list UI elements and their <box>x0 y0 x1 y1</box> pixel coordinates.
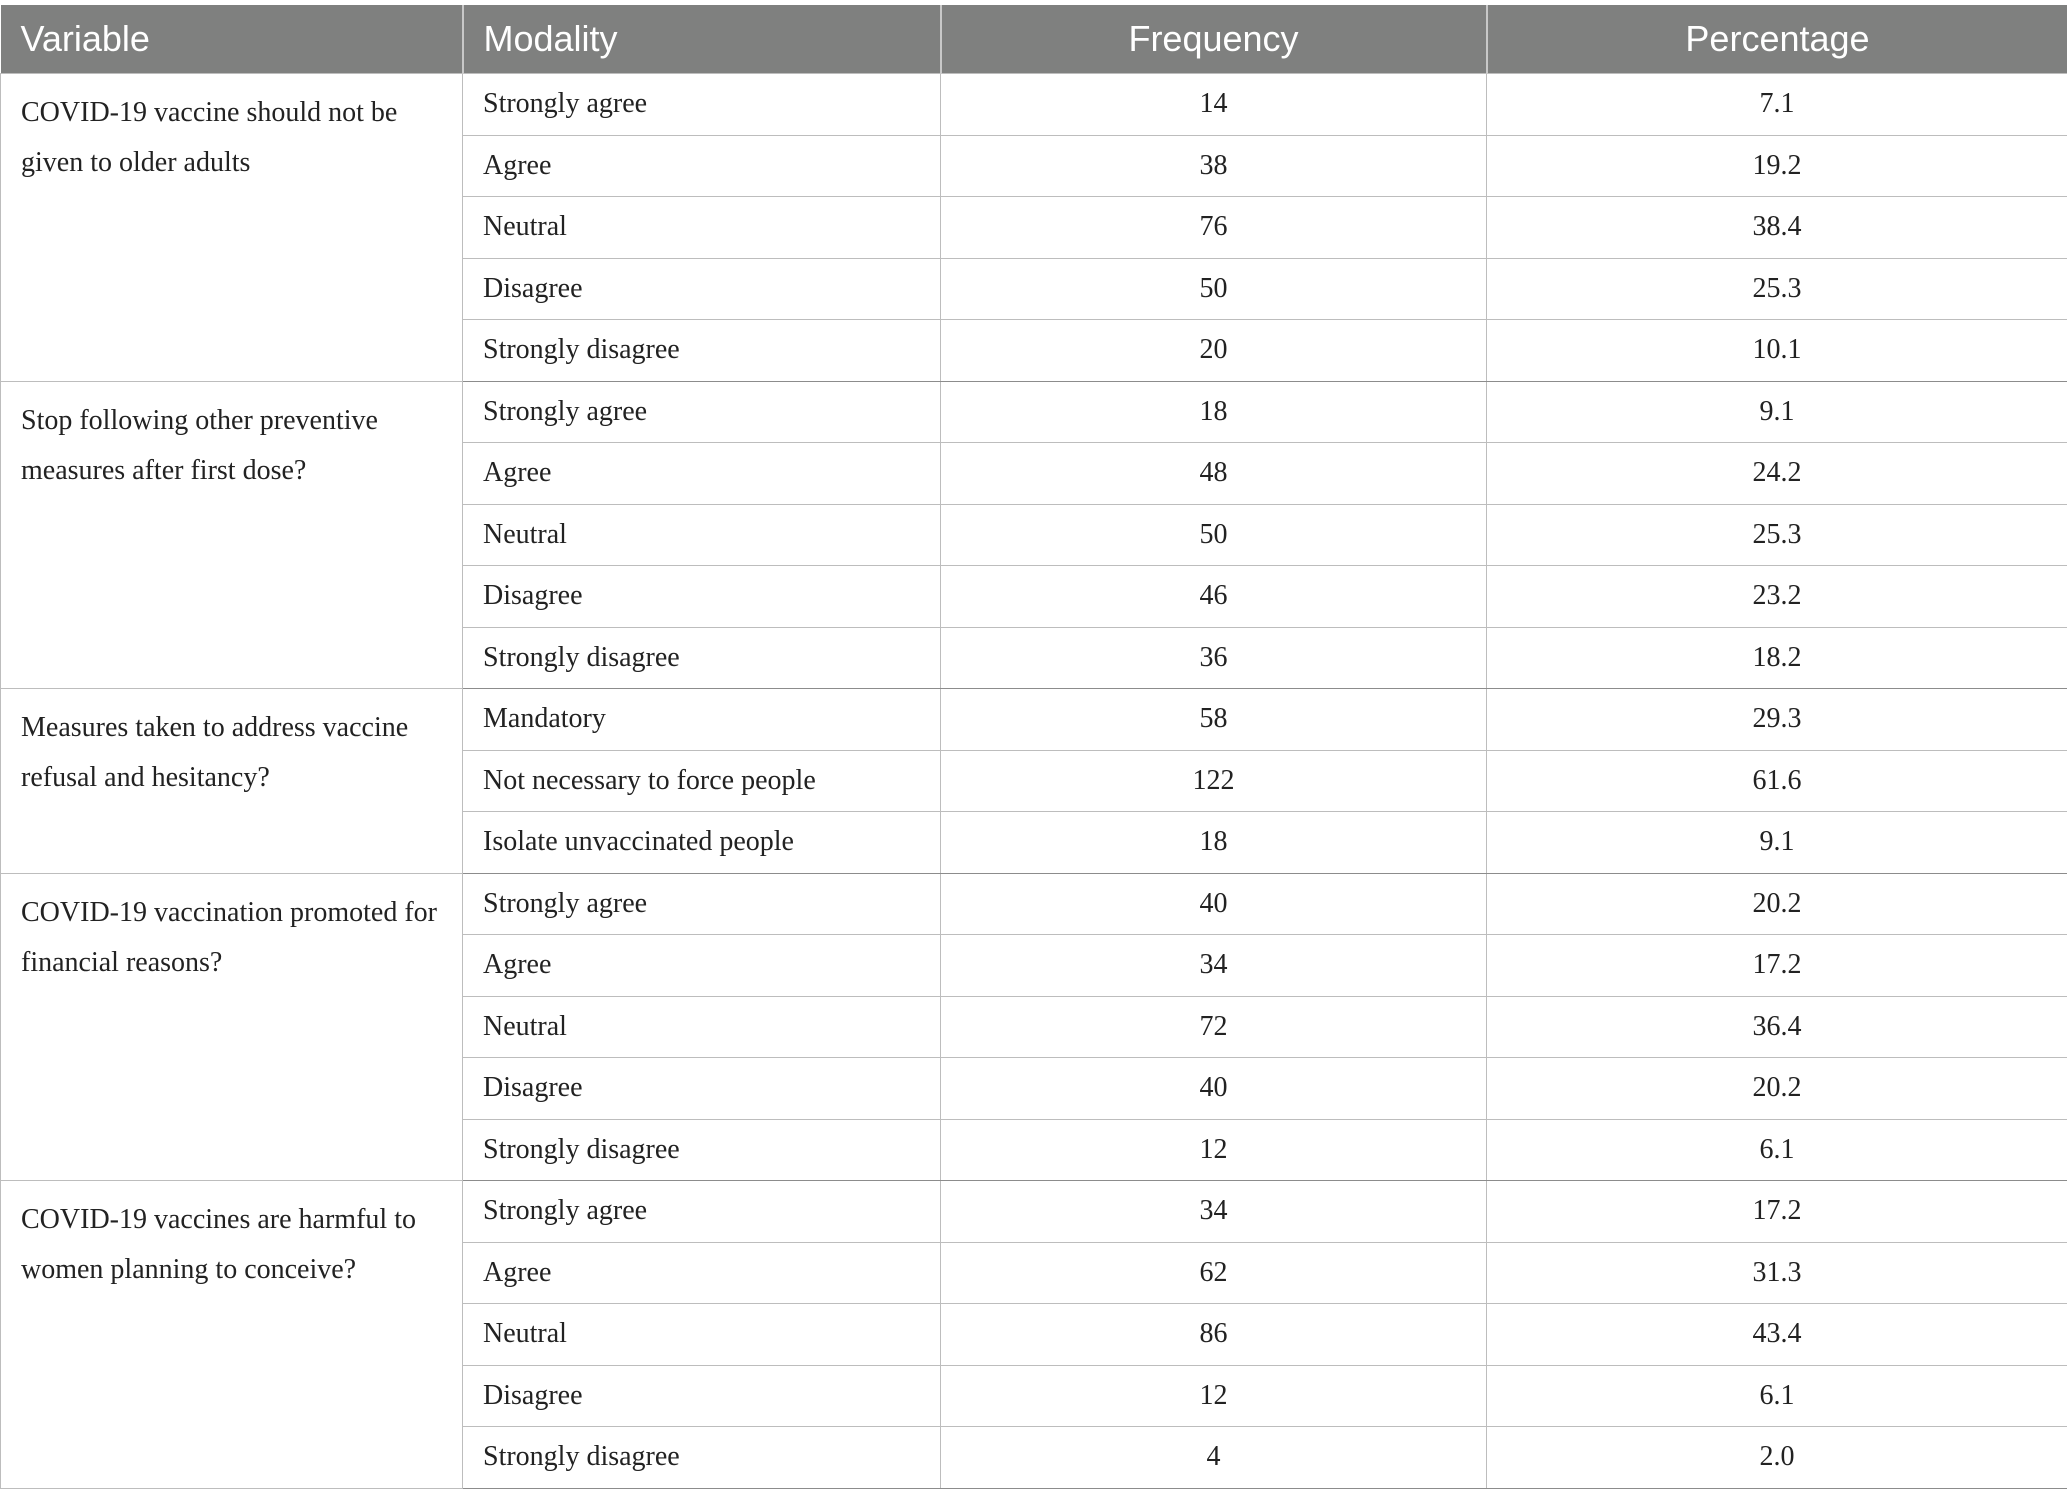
header-row <box>1 5 2067 74</box>
percentage-cell: 7.1 <box>1487 74 2067 136</box>
header-modality: Modality <box>463 5 941 74</box>
frequency-cell: 38 <box>941 135 1487 197</box>
table-body <box>1 74 2067 1489</box>
percentage-cell: 9.1 <box>1487 381 2067 443</box>
frequency-cell: 62 <box>941 1242 1487 1304</box>
percentage-cell: 61.6 <box>1487 750 2067 812</box>
modality-cell: Disagree <box>463 258 941 320</box>
percentage-cell: 6.1 <box>1487 1119 2067 1181</box>
frequency-cell: 20 <box>941 320 1487 382</box>
percentage-cell: 20.2 <box>1487 1058 2067 1120</box>
frequency-cell: 40 <box>941 1058 1487 1120</box>
percentage-cell: 10.1 <box>1487 320 2067 382</box>
frequency-cell: 50 <box>941 258 1487 320</box>
frequency-cell: 18 <box>941 381 1487 443</box>
modality-cell: Mandatory <box>463 689 941 751</box>
modality-cell: Disagree <box>463 1058 941 1120</box>
table-row <box>1 74 2067 136</box>
frequency-cell: 122 <box>941 750 1487 812</box>
percentage-cell: 29.3 <box>1487 689 2067 751</box>
percentage-cell: 19.2 <box>1487 135 2067 197</box>
percentage-cell: 17.2 <box>1487 1181 2067 1243</box>
variable-cell: Measures taken to address vaccine refusal and hesitancy? <box>1 689 463 874</box>
modality-cell: Strongly agree <box>463 873 941 935</box>
modality-cell: Disagree <box>463 1365 941 1427</box>
percentage-cell: 20.2 <box>1487 873 2067 935</box>
percentage-cell: 2.0 <box>1487 1427 2067 1489</box>
variable-cell: COVID-19 vaccines are harmful to women planning to conceive? <box>1 1181 463 1489</box>
modality-cell: Strongly agree <box>463 381 941 443</box>
frequency-cell: 50 <box>941 504 1487 566</box>
frequency-cell: 4 <box>941 1427 1487 1489</box>
frequency-cell: 46 <box>941 566 1487 628</box>
modality-cell: Disagree <box>463 566 941 628</box>
modality-cell: Strongly disagree <box>463 1119 941 1181</box>
percentage-cell: 38.4 <box>1487 197 2067 259</box>
percentage-cell: 9.1 <box>1487 812 2067 874</box>
frequency-cell: 34 <box>941 1181 1487 1243</box>
percentage-cell: 25.3 <box>1487 504 2067 566</box>
variable-cell: COVID-19 vaccination promoted for financial reasons? <box>1 873 463 1181</box>
percentage-cell: 6.1 <box>1487 1365 2067 1427</box>
modality-cell: Neutral <box>463 504 941 566</box>
percentage-cell: 43.4 <box>1487 1304 2067 1366</box>
table-row <box>1 873 2067 935</box>
percentage-cell: 18.2 <box>1487 627 2067 689</box>
modality-cell: Isolate unvaccinated people <box>463 812 941 874</box>
header-variable: Variable <box>1 5 463 74</box>
modality-cell: Not necessary to force people <box>463 750 941 812</box>
modality-cell: Neutral <box>463 996 941 1058</box>
table-header <box>1 5 2067 74</box>
modality-cell: Strongly disagree <box>463 627 941 689</box>
header-percentage: Percentage <box>1487 5 2067 74</box>
frequency-cell: 34 <box>941 935 1487 997</box>
table-row <box>1 689 2067 751</box>
modality-cell: Agree <box>463 935 941 997</box>
modality-cell: Neutral <box>463 1304 941 1366</box>
frequency-cell: 72 <box>941 996 1487 1058</box>
frequency-cell: 86 <box>941 1304 1487 1366</box>
frequency-cell: 36 <box>941 627 1487 689</box>
percentage-cell: 17.2 <box>1487 935 2067 997</box>
frequency-cell: 12 <box>941 1119 1487 1181</box>
modality-cell: Neutral <box>463 197 941 259</box>
variable-cell: COVID-19 vaccine should not be given to older adults <box>1 74 463 382</box>
modality-cell: Agree <box>463 443 941 505</box>
modality-cell: Strongly disagree <box>463 320 941 382</box>
frequency-cell: 18 <box>941 812 1487 874</box>
frequency-cell: 76 <box>941 197 1487 259</box>
modality-cell: Agree <box>463 135 941 197</box>
frequency-cell: 48 <box>941 443 1487 505</box>
frequency-cell: 58 <box>941 689 1487 751</box>
modality-cell: Strongly agree <box>463 1181 941 1243</box>
modality-cell: Strongly disagree <box>463 1427 941 1489</box>
table-row <box>1 1181 2067 1243</box>
percentage-cell: 36.4 <box>1487 996 2067 1058</box>
data-table <box>0 5 2067 1489</box>
percentage-cell: 25.3 <box>1487 258 2067 320</box>
frequency-cell: 14 <box>941 74 1487 136</box>
modality-cell: Strongly agree <box>463 74 941 136</box>
modality-cell: Agree <box>463 1242 941 1304</box>
variable-cell: Stop following other preventive measures after first dose? <box>1 381 463 689</box>
header-frequency: Frequency <box>941 5 1487 74</box>
table-row <box>1 381 2067 443</box>
frequency-cell: 12 <box>941 1365 1487 1427</box>
frequency-cell: 40 <box>941 873 1487 935</box>
percentage-cell: 31.3 <box>1487 1242 2067 1304</box>
percentage-cell: 24.2 <box>1487 443 2067 505</box>
percentage-cell: 23.2 <box>1487 566 2067 628</box>
